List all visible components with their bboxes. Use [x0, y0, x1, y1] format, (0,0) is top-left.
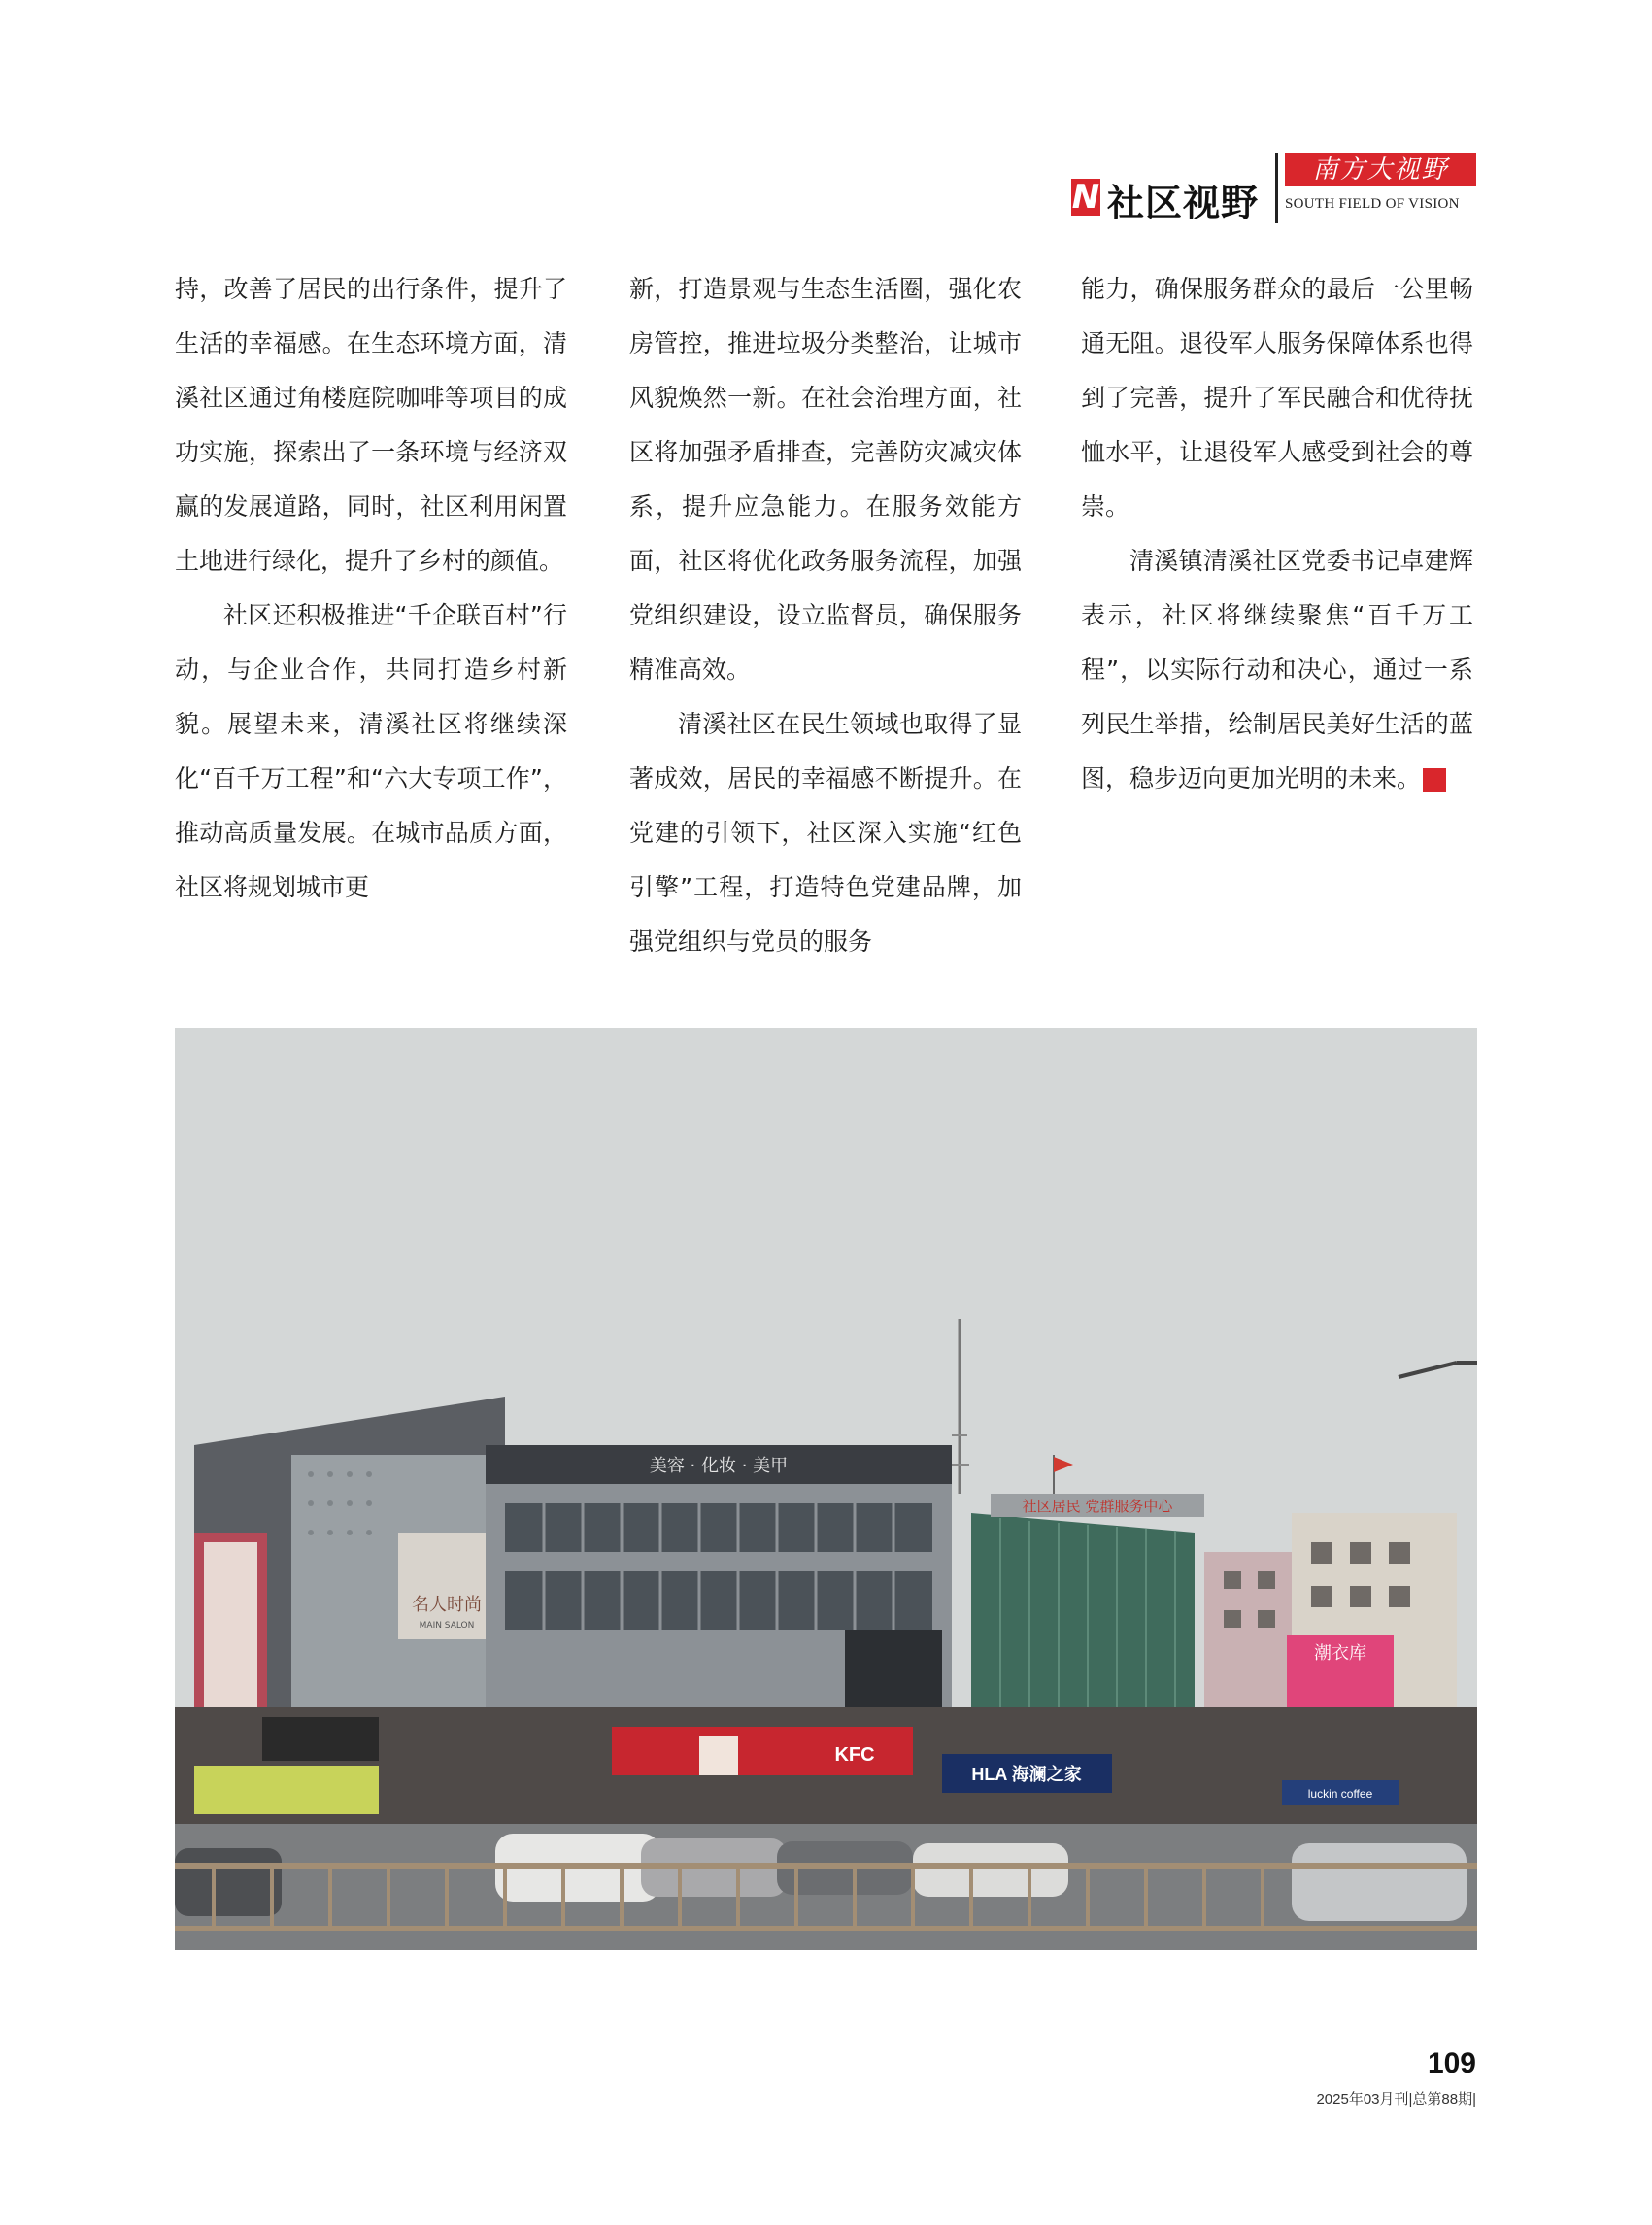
kfc-sign: KFC [834, 1744, 875, 1766]
luckin-sign: luckin coffee [1307, 1787, 1373, 1801]
magazine-logo-icon: N [1071, 178, 1100, 217]
brand-name-en: SOUTH FIELD OF VISION [1285, 196, 1460, 212]
end-of-article-icon: N [1423, 768, 1446, 792]
paragraph: 新，打造景观与生态生活圈，强化农房管控，推进垃圾分类整治，让城市风貌焕然一新。在社会治理方面，社区将加强矛盾排查，完善防灾减灾体系，提升应急能力。在服务效能方面，社区将优化政务服务流程，加强党组织建设，设立监督员，确保服务精准高效。 [629, 275, 1022, 684]
paragraph: 持，改善了居民的出行条件，提升了生活的幸福感。在生态环境方面，清溪社区通过角楼庭院咖啡等项目的成功实施，探索出了一条环境与经济双赢的发展道路，同时，社区利用闲置土地进行绿化，提升了乡村的颜值。 [175, 275, 567, 575]
paragraph: 社区还积极推进“千企联百村”行动，与企业合作，共同打造乡村新貌。展望未来，清溪社区将继续深化“百千万工程”和“六大专项工作”，推动高质量发展。在城市品质方面，社区将规划城市更 [175, 601, 567, 901]
clothing-sign: 潮衣库 [1314, 1643, 1366, 1664]
paragraph-final-text: 清溪镇清溪社区党委书记卓建辉表示，社区将继续聚焦“百千万工程”，以实际行动和决心，通过一系列民生举措，绘制居民美好生活的蓝图，稳步迈向更加光明的未来。 [1081, 547, 1473, 792]
hla-sign: HLA 海澜之家 [971, 1765, 1082, 1784]
salon-sign: 名人时尚 [412, 1595, 482, 1615]
brand-name-cn: 南方大视野 [1285, 153, 1476, 186]
issue-info: 2025年03月刊|总第88期| [1316, 2091, 1476, 2107]
text-column-3 [1081, 262, 1488, 806]
service-center-sign: 社区居民 党群服务中心 [1022, 1498, 1173, 1515]
text-column-2 [629, 262, 1022, 969]
paragraph: 清溪社区在民生领域也取得了显著成效，居民的幸福感不断提升。在党建的引领下，社区深入实施“红色引擎”工程，打造特色党建品牌，加强党组织与党员的服务 [629, 710, 1022, 956]
beauty-sign: 美容 · 化妆 · 美甲 [649, 1456, 789, 1476]
text-column-1 [175, 262, 567, 915]
header-divider [1275, 153, 1278, 223]
section-title: 社区视野 [1107, 181, 1260, 224]
salon-sign-en: MAIN SALON [419, 1621, 475, 1631]
paragraph: 能力，确保服务群众的最后一公里畅通无阻。退役军人服务保障体系也得到了完善，提升了军民融合和优待抚恤水平，让退役军人感受到社会的尊崇。 [1081, 275, 1473, 521]
street-scene-photo [175, 1028, 1477, 1950]
page-number: 109 [1427, 2047, 1476, 2079]
paragraph-final [1081, 534, 1488, 806]
